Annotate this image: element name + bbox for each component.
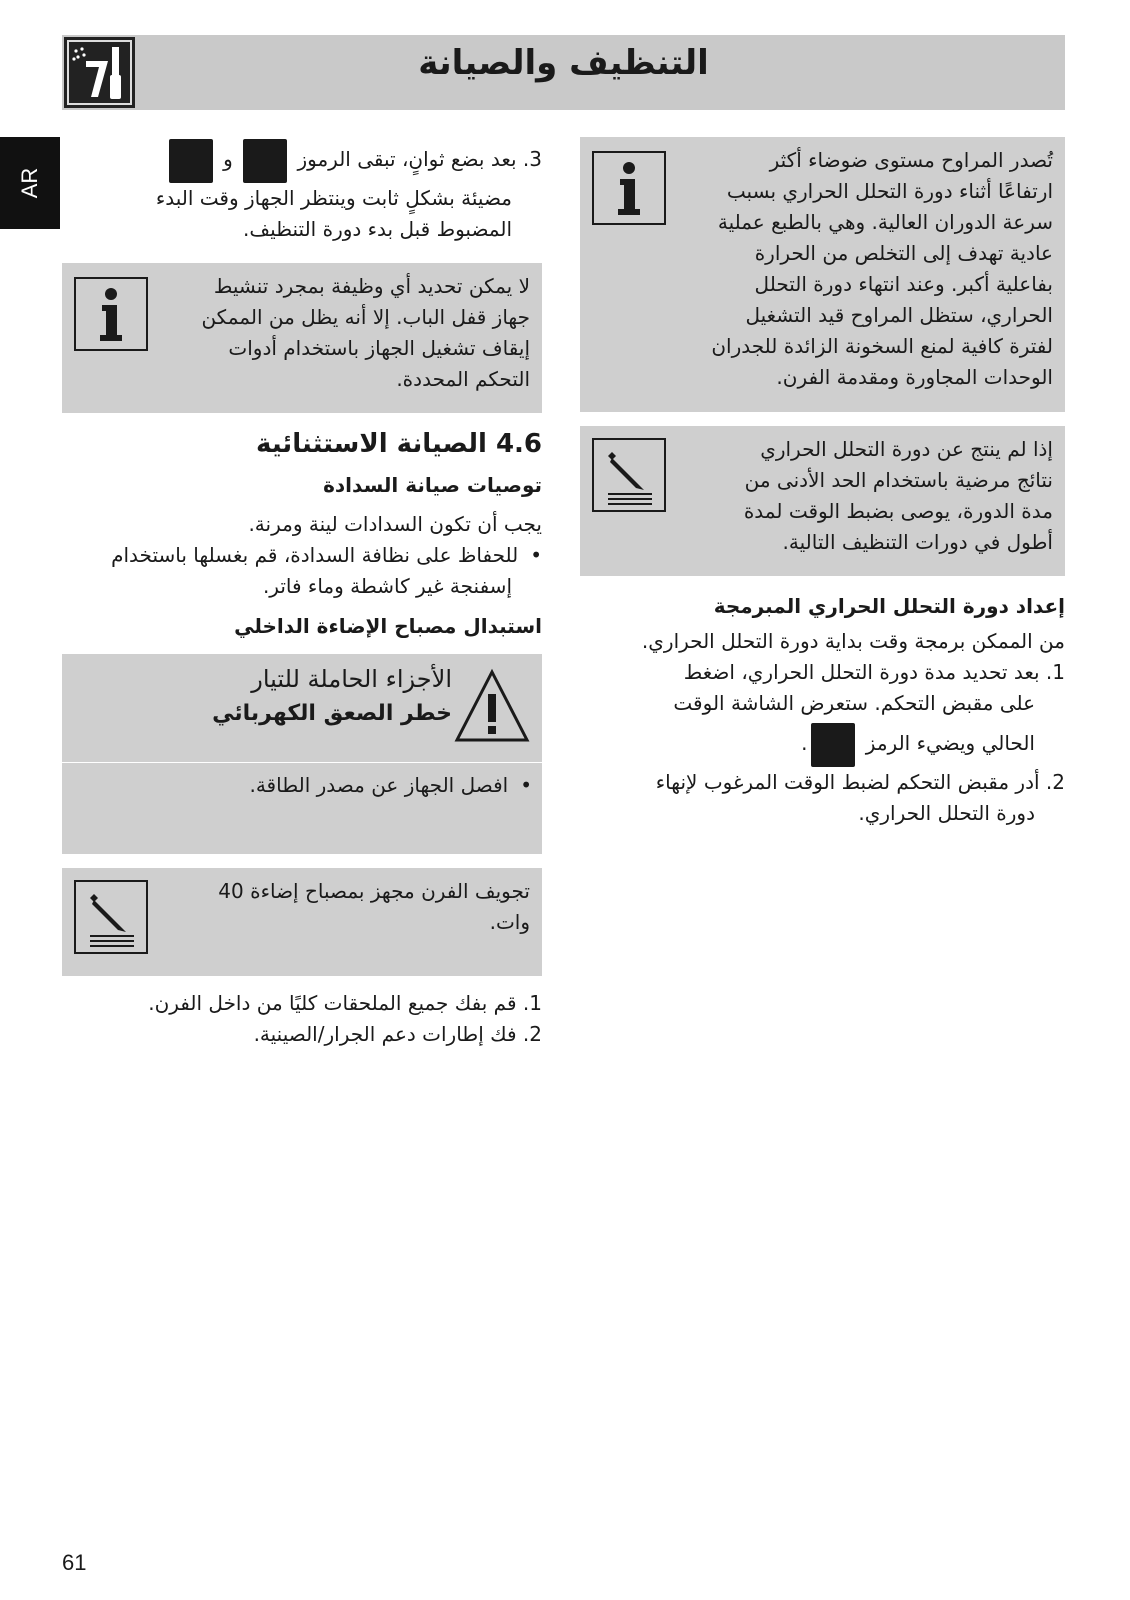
step-3-line [62,137,542,183]
cycle-arrows-icon [243,139,287,183]
page-number: 61 [62,1550,87,1575]
step-3-text: 3. بعد بضع ثوانٍ، تبقى الرموز [297,147,542,171]
info-icon [592,151,666,225]
info-box-fans [580,137,1065,412]
seal-paragraph: يجب أن تكون السدادات لينة ومرنة. [248,511,542,536]
note-pencil-icon [592,438,666,512]
bullet-item: • للحفاظ على نظافة السدادة، قم بغسلها باستخدام [62,540,542,571]
info-text-line: عادية تهدف إلى التخلص من الحرارة [754,241,1053,265]
warning-bullet: • افصل الجهاز عن مصدر الطاقة. [249,770,532,801]
note-text-line: إذا لم ينتج عن دورة التحلل الحراري [760,437,1053,461]
lamp-step-1: 1. قم بفك جميع الملحقات كليًا من داخل الفرن. [148,990,542,1015]
pyrolytic-timer-icon [811,723,855,767]
language-tab [0,137,60,229]
note-text-line: وات. [489,909,530,934]
note-text-line: أطول في دورات التنظيف التالية. [782,530,1053,554]
step-1-line: 1. بعد تحديد مدة دورة التحلل الحراري، اضغط [683,660,1065,684]
lamp-step-2: 2. فك إطارات دعم الجرار/الصينية. [253,1021,542,1046]
note-pencil-icon [74,880,148,954]
info-icon [74,277,148,351]
subheading-lamp: استبدال مصباح الإضاءة الداخلي [234,613,542,638]
info-text-line: إيقاف تشغيل الجهاز باستخدام أدوات [228,335,530,360]
info-text-line: لفترة كافية لمنع السخونة الزائدة للجدران [711,334,1053,358]
warning-line: خطر الصعق الكهربائي [212,700,452,726]
step-2-line: 2. أدر مقبض التحكم لضبط الوقت المرغوب لإنهاء [655,770,1065,794]
step-3-line: مضيئة بشكلٍ ثابت وينتظر الجهاز وقت البدء [155,185,512,210]
language-label: AR [17,167,42,199]
note-text-line: تجويف الفرن مجهز بمصباح إضاءة 40 [218,878,530,903]
info-text-line: الوحدات المجاورة ومقدمة الفرن. [776,365,1053,389]
pyrolytic-timer-icon [169,139,213,183]
note-box-lamp [62,868,542,976]
left-column [62,137,542,1050]
section-heading: 4.6 الصيانة الاستثنائية [256,428,542,459]
step-1-line: الحالي ويضيء الرمز . [580,719,1065,767]
page-title: التنظيف والصيانة [418,43,709,83]
subheading-seal: توصيات صيانة السدادة [323,472,542,497]
note-text-line: مدة الدورة، يوصى بضبط الوقت لمدة [743,499,1053,523]
info-text-line: الحراري، ستظل المراوح قيد التشغيل [745,303,1053,327]
right-column [580,137,1065,829]
section-intro: من الممكن برمجة وقت بداية دورة التحلل الحراري. [641,629,1065,653]
info-text-line: ارتفاعًا أثناء دورة التحلل الحراري بسبب [726,179,1053,203]
info-text-line: بفاعلية أكبر. وعند انتهاء دورة التحلل [754,272,1053,296]
warning-box [62,654,542,854]
info-box-door-lock [62,263,542,413]
warning-line: الأجزاء الحاملة للتيار [251,664,452,693]
step-1-text: الحالي ويضيء الرمز [865,731,1035,755]
section-title: إعداد دورة التحلل الحراري المبرمجة [713,594,1065,618]
info-text-line: تُصدر المراوح مستوى ضوضاء أكثر [769,148,1053,172]
info-text-line: سرعة الدوران العالية. وهي بالطبع عملية [717,210,1053,234]
warning-triangle-icon [454,668,530,744]
page-header [62,35,1065,110]
info-text-line: التحكم المحددة. [396,366,530,391]
step-3-line: المضبوط قبل بدء دورة التنظيف. [243,216,512,241]
step-1-line: على مقبض التحكم. ستعرض الشاشة الوقت [673,691,1035,715]
info-text-line: جهاز قفل الباب. إلا أنه يظل من الممكن [201,304,530,329]
note-text-line: نتائج مرضية باستخدام الحد الأدنى من [744,468,1053,492]
bullet-continuation: إسفنجة غير كاشطة وماء فاتر. [262,573,512,598]
step-2-line: دورة التحلل الحراري. [858,801,1035,825]
and-text: و [223,147,233,171]
info-text-line: لا يمكن تحديد أي وظيفة بمجرد تنشيط [213,273,530,298]
warning-header [62,654,542,763]
note-box-duration [580,426,1065,576]
